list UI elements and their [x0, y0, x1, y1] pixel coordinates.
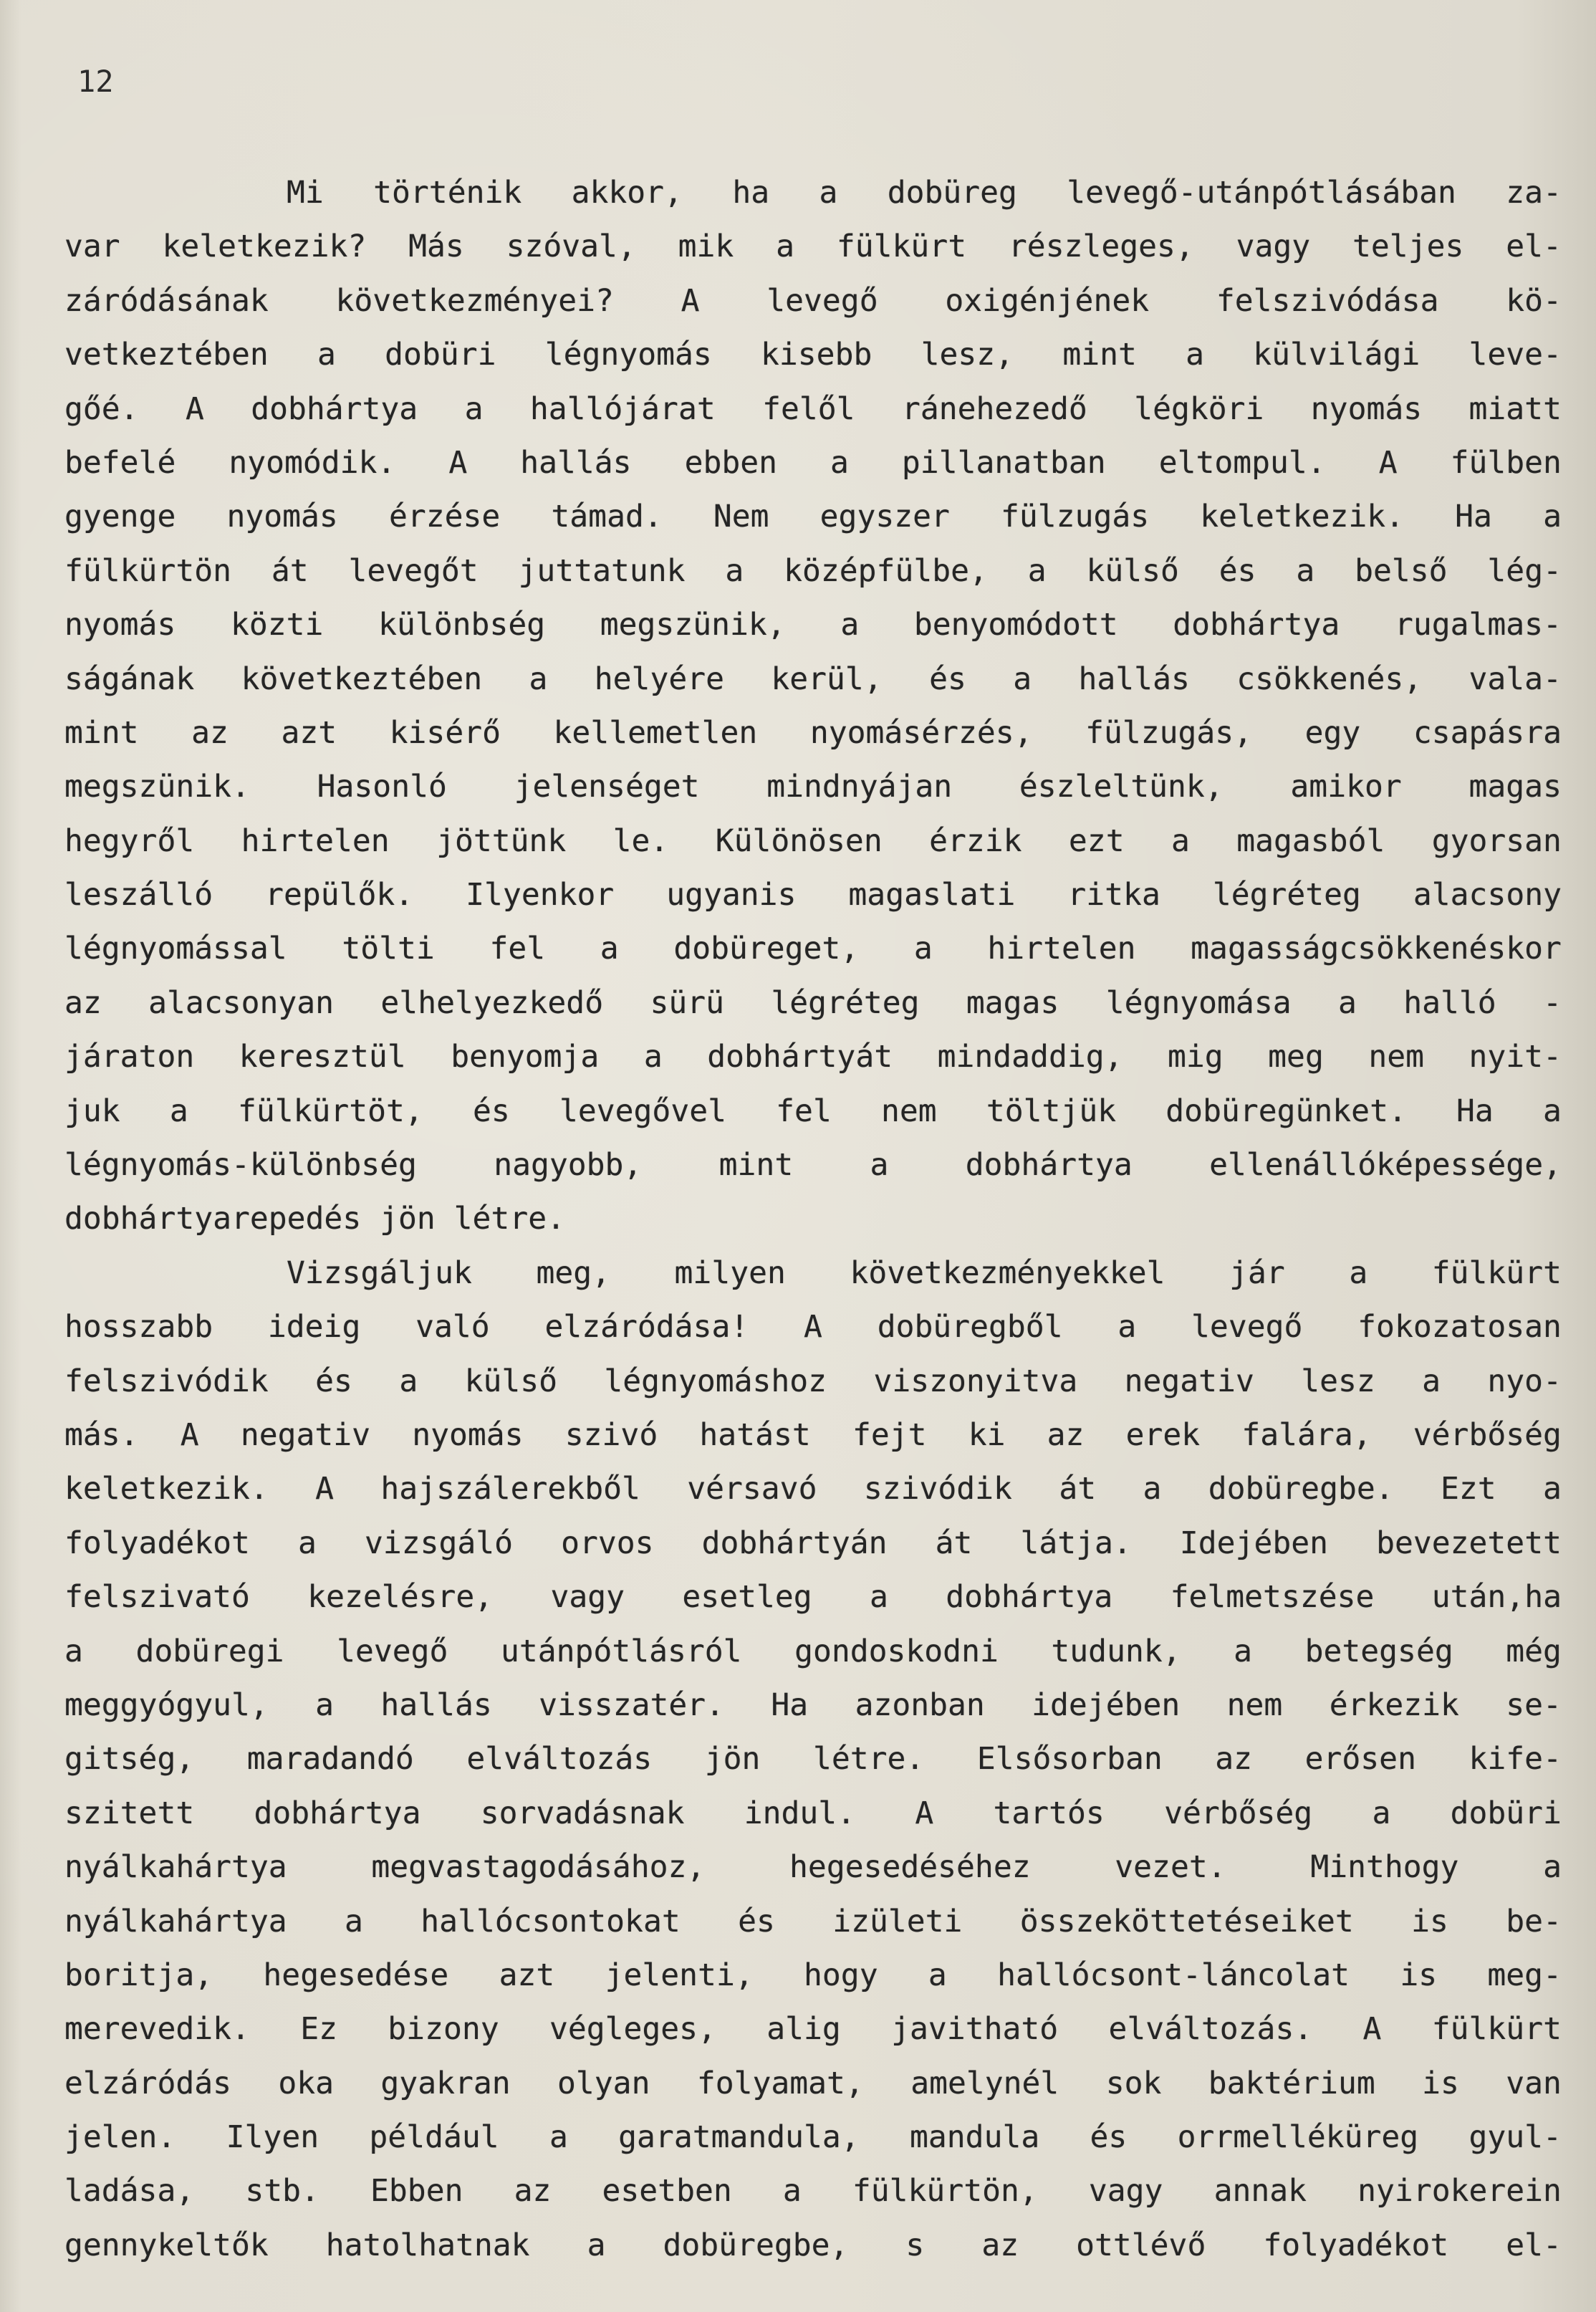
page-number: 12: [77, 64, 114, 99]
text-line: megszünik. Hasonló jelenséget mindnyájan észleltünk, amikor magas: [64, 769, 1562, 805]
text-line: gyenge nyomás érzése támad. Nem egyszer fülzugás keletkezik. Ha a: [64, 499, 1562, 535]
text-line: nyálkahártya a hallócsontokat és izületi összeköttetéseiket is be-: [64, 1903, 1562, 1939]
text-line: gennykeltők hatolhatnak a dobüregbe, s az ottlévő folyadékot el-: [64, 2227, 1562, 2263]
text-line: var keletkezik? Más szóval, mik a fülkürt részleges, vagy teljes el-: [64, 229, 1562, 265]
text-line: mint az azt kisérő kellemetlen nyomásérzés, fülzugás, egy csapásra: [64, 714, 1562, 751]
text-line: az alacsonyan elhelyezkedő sürü légréteg magas légnyomása a halló -: [64, 984, 1562, 1021]
text-line: felszivató kezelésre, vagy esetleg a dobhártya felmetszése után,ha: [64, 1579, 1562, 1616]
text-line: fülkürtön át levegőt juttatunk a középfülbe, a külső és a belső lég-: [64, 552, 1562, 589]
text-line: befelé nyomódik. A hallás ebben a pillanatban eltompul. A fülben: [64, 444, 1562, 481]
text-line: hosszabb ideig való elzáródása! A dobüregből a levegő fokozatosan: [64, 1309, 1562, 1346]
text-line: Vizsgáljuk meg, milyen következményekkel jár a fülkürt: [287, 1255, 1562, 1291]
text-line: merevedik. Ez bizony végleges, alig javitható elváltozás. A fülkürt: [64, 2011, 1562, 2048]
text-line: szitett dobhártya sorvadásnak indul. A tartós vérbőség a dobüri: [64, 1795, 1562, 1831]
text-line: keletkezik. A hajszálerekből vérsavó szivódik át a dobüregbe. Ezt a: [64, 1471, 1562, 1507]
text-line: járaton keresztül benyomja a dobhártyát mindaddig, mig meg nem nyit-: [64, 1039, 1562, 1075]
text-line: boritja, hegesedése azt jelenti, hogy a hallócsont-láncolat is meg-: [64, 1957, 1562, 1993]
text-line: jelen. Ilyen például a garatmandula, mandula és orrmelléküreg gyul-: [64, 2119, 1562, 2156]
text-line: légnyomással tölti fel a dobüreget, a hirtelen magasságcsökkenéskor: [64, 931, 1562, 967]
text-line: gitség, maradandó elváltozás jön létre. Elsősorban az erősen kife-: [64, 1741, 1562, 1778]
text-line: leszálló repülők. Ilyenkor ugyanis magaslati ritka légréteg alacsony: [64, 877, 1562, 913]
text-line: gőé. A dobhártya a hallójárat felől ránehezedő légköri nyomás miatt: [64, 390, 1562, 427]
text-line: meggyógyul, a hallás visszatér. Ha azonban idejében nem érkezik se-: [64, 1687, 1562, 1723]
text-line: vetkeztében a dobüri légnyomás kisebb lesz, mint a külvilági leve-: [64, 337, 1562, 373]
text-line: ságának következtében a helyére kerül, és a hallás csökkenés, vala-: [64, 661, 1562, 697]
text-line: a dobüregi levegő utánpótlásról gondoskodni tudunk, a betegség még: [64, 1633, 1562, 1669]
text-line: felszivódik és a külső légnyomáshoz viszonyitva negativ lesz a nyo-: [64, 1363, 1562, 1399]
text-line: Mi történik akkor, ha a dobüreg levegő-utánpótlásában za-: [287, 175, 1562, 211]
body-text: [64, 166, 1562, 2273]
text-line: légnyomás-különbség nagyobb, mint a dobhártya ellenállóképessége,: [64, 1147, 1562, 1184]
text-line: ladása, stb. Ebben az esetben a fülkürtön, vagy annak nyirokerein: [64, 2173, 1562, 2210]
text-line: folyadékot a vizsgáló orvos dobhártyán át látja. Idejében bevezetett: [64, 1525, 1562, 1561]
text-line: juk a fülkürtöt, és levegővel fel nem töltjük dobüregünket. Ha a: [64, 1093, 1562, 1129]
text-line: elzáródás oka gyakran olyan folyamat, amelynél sok baktérium is van: [64, 2065, 1562, 2101]
text-line: más. A negativ nyomás szivó hatást fejt ki az erek falára, vérbőség: [64, 1416, 1562, 1453]
text-line: záródásának következményei? A levegő oxigénjének felszivódása kö-: [64, 282, 1562, 319]
text-line: dobhártyarepedés jön létre.: [64, 1201, 565, 1237]
text-line: nyálkahártya megvastagodásához, hegesedéséhez vezet. Minthogy a: [64, 1849, 1562, 1886]
text-line: hegyről hirtelen jöttünk le. Különösen érzik ezt a magasból gyorsan: [64, 822, 1562, 859]
text-line: nyomás közti különbség megszünik, a benyomódott dobhártya rugalmas-: [64, 607, 1562, 643]
